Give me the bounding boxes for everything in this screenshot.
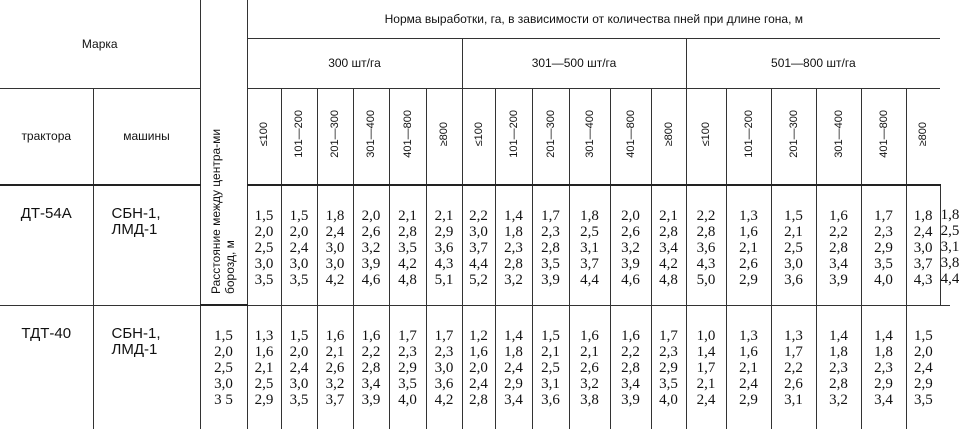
norm-value: 3,9 — [829, 272, 848, 288]
norm-value: 3,9 — [541, 272, 560, 288]
norm-value: 2,0 — [289, 343, 309, 360]
norm-value: 3,2 — [361, 240, 381, 256]
distance-header-text: Расстояние между центра-ми борозд, м — [208, 128, 237, 294]
value-cell — [495, 305, 532, 429]
machine-line: СБН-1, — [111, 205, 161, 222]
norm-value: 2,8 — [398, 224, 417, 240]
value-cell — [906, 185, 940, 305]
norm-value: 2,5 — [254, 375, 274, 392]
norm-value: 2,3 — [874, 224, 893, 240]
norm-value: 2,8 — [361, 359, 381, 376]
length-header-0-4 — [389, 88, 426, 185]
norm-value: 2,0 — [361, 208, 381, 224]
norm-value: 2,1 — [254, 359, 274, 376]
norm-value: 3,0 — [469, 224, 488, 240]
norm-value: 1,7 — [696, 359, 716, 376]
machine-line: СБН-1, — [111, 324, 161, 342]
norm-value: 2,2 — [784, 359, 803, 376]
norm-value: 2,9 — [434, 224, 454, 240]
norm-value: 2,9 — [739, 391, 758, 408]
norm-value: 2,1 — [659, 208, 678, 224]
norm-value: 3,7 — [580, 256, 599, 272]
norm-value: 1,8 — [913, 208, 933, 224]
norm-value: 2,3 — [829, 359, 848, 376]
value-cell — [532, 185, 569, 305]
length-header-2-4 — [861, 88, 906, 185]
norm-value: 2,4 — [913, 359, 933, 376]
norm-value: 5,0 — [696, 272, 716, 288]
norm-value: 4,3 — [913, 272, 933, 288]
norm-value: 3,6 — [784, 272, 803, 288]
norm-value: 2,1 — [325, 343, 345, 360]
norm-value: 1,8 — [940, 207, 959, 223]
norm-value: 3,5 — [398, 375, 417, 392]
norm-value: 1,6 — [361, 327, 381, 344]
value-cell — [569, 305, 610, 429]
norm-value: 2,8 — [659, 224, 678, 240]
norm-value: 2,2 — [469, 208, 488, 224]
norm-value: 2,1 — [739, 359, 758, 376]
value-cell — [726, 185, 771, 305]
norm-value: 1,7 — [659, 327, 678, 344]
norm-value: 2,2 — [829, 224, 848, 240]
norm-value: 1,5 — [289, 327, 309, 344]
norm-value: 2,0 — [289, 224, 309, 240]
norm-value: 5,2 — [469, 272, 488, 288]
machine-line: ЛМД-1 — [111, 221, 158, 238]
norm-value: 2,0 — [469, 359, 488, 376]
norm-value: 1,5 — [913, 327, 933, 344]
norm-value: 3,7 — [469, 240, 488, 256]
norm-value: 3,1 — [541, 375, 560, 392]
value-cell — [389, 185, 426, 305]
value-cell — [610, 305, 651, 429]
length-header-0-3 — [353, 88, 389, 185]
norm-value: 3,5 — [289, 272, 309, 288]
norm-value: 2,4 — [504, 359, 523, 376]
length-header-2-2 — [771, 88, 816, 185]
norm-value: 2,5 — [784, 240, 803, 256]
norm-value: 1,7 — [784, 343, 803, 360]
norm-value: 1,0 — [696, 327, 716, 344]
norm-value: 2,3 — [504, 240, 523, 256]
value-cell — [426, 185, 462, 305]
value-cell — [651, 305, 686, 429]
norm-value: 2,1 — [398, 208, 417, 224]
value-cell — [426, 305, 462, 429]
table-row — [0, 305, 950, 429]
norm-value: 1,7 — [874, 208, 893, 224]
norm-value: 1,8 — [504, 224, 523, 240]
norm-value: 3,5 — [913, 391, 933, 408]
norm-value: 1,8 — [325, 208, 345, 224]
norm-value: 1,3 — [784, 327, 803, 344]
norm-value: 3,4 — [621, 375, 640, 392]
norm-value: 3,4 — [829, 256, 848, 272]
norm-value: 2,2 — [621, 343, 640, 360]
norm-value: 1,6 — [739, 224, 758, 240]
norm-value: 4,4 — [469, 256, 488, 272]
norm-value: 2,9 — [504, 375, 523, 392]
norm-value: 3,1 — [784, 391, 803, 408]
norm-value: 1,5 — [541, 327, 560, 344]
norm-value: 3,1 — [940, 239, 959, 255]
distance-value: 2,5 — [214, 360, 233, 376]
length-label: 301—400 — [365, 110, 378, 159]
norm-value: 1,4 — [504, 208, 523, 224]
value-cell — [651, 185, 686, 305]
norm-value: 3,5 — [289, 391, 309, 408]
value-cell — [816, 305, 861, 429]
norm-value: 2,9 — [254, 391, 274, 408]
value-cell — [771, 185, 816, 305]
length-header-1-0 — [462, 88, 495, 185]
norm-value: 3,9 — [621, 391, 640, 408]
norm-value: 1,3 — [739, 327, 758, 344]
length-header-1-1 — [495, 88, 532, 185]
length-header-1-3 — [569, 88, 610, 185]
norm-value: 2,4 — [469, 375, 488, 392]
norm-value: 2,5 — [580, 224, 599, 240]
norm-value: 3,5 — [398, 240, 417, 256]
value-cell — [247, 305, 281, 429]
value-cell — [353, 185, 389, 305]
norm-value: 2,8 — [696, 224, 716, 240]
norm-value: 2,0 — [621, 208, 640, 224]
norm-value: 2,9 — [659, 359, 678, 376]
value-cell — [771, 305, 816, 429]
norm-value: 2,3 — [874, 359, 893, 376]
length-label: 101—200 — [742, 110, 755, 159]
length-header-2-0 — [686, 88, 726, 185]
value-cell — [906, 305, 940, 429]
length-label: ≥800 — [438, 122, 451, 147]
norm-value: 2,6 — [784, 375, 803, 392]
tractor-header: трактора — [0, 88, 93, 185]
value-cell — [462, 305, 495, 429]
value-cell — [317, 305, 353, 429]
norm-value: 1,6 — [469, 343, 488, 360]
norm-value: 2,1 — [434, 208, 454, 224]
value-cell — [353, 305, 389, 429]
length-label: ≤100 — [700, 122, 713, 147]
norm-value: 3,8 — [940, 255, 959, 271]
distance-value: 1,5 — [214, 328, 233, 344]
length-label: 401—800 — [401, 110, 414, 159]
distance-value: 2,5 — [254, 240, 274, 256]
table-row — [0, 185, 950, 305]
norm-value: 2,6 — [739, 256, 758, 272]
length-label: ≥800 — [917, 122, 930, 147]
norm-value: 2,3 — [398, 343, 417, 360]
norm-value: 2,8 — [621, 359, 640, 376]
length-label: ≤100 — [472, 122, 485, 147]
length-label: 101—200 — [293, 110, 306, 159]
norm-value: 1,4 — [874, 327, 893, 344]
length-header-1-2 — [532, 88, 569, 185]
length-label: 401—800 — [877, 110, 890, 159]
norm-value: 4,2 — [398, 256, 417, 272]
norm-value: 2,4 — [289, 359, 309, 376]
value-cell — [281, 305, 317, 429]
norm-value: 2,3 — [541, 224, 560, 240]
norm-value: 3,2 — [504, 272, 523, 288]
norm-value: 2,8 — [504, 256, 523, 272]
norm-value: 1,4 — [829, 327, 848, 344]
norm-value: 1,6 — [829, 208, 848, 224]
norm-value: 1,6 — [580, 327, 599, 344]
value-cell — [317, 185, 353, 305]
norm-value: 4,8 — [659, 272, 678, 288]
tractor-cell: ДТ-54А — [0, 185, 93, 305]
length-label: 101—200 — [507, 110, 520, 159]
norm-value: 2,8 — [541, 240, 560, 256]
norm-value: 1,5 — [784, 208, 803, 224]
norm-value: 3,1 — [580, 240, 599, 256]
norm-value: 3,0 — [325, 240, 345, 256]
norm-value: 3,8 — [580, 391, 599, 408]
norm-value: 2,6 — [361, 224, 381, 240]
norm-value: 2,1 — [541, 343, 560, 360]
brand-header: Марка — [0, 0, 200, 88]
norm-value: 3,0 — [434, 359, 454, 376]
norm-value: 4,4 — [940, 271, 959, 287]
norm-value: 2,1 — [784, 224, 803, 240]
norm-value: 1,8 — [580, 208, 599, 224]
norm-value: 2,6 — [325, 359, 345, 376]
norm-value: 2,0 — [913, 343, 933, 360]
norm-value: 2,4 — [325, 224, 345, 240]
norm-value: 1,8 — [829, 343, 848, 360]
norm-value: 2,9 — [874, 240, 893, 256]
norm-value: 4,6 — [621, 272, 640, 288]
norm-value: 4,6 — [361, 272, 381, 288]
machine-line: ЛМД-1 — [111, 340, 158, 358]
norm-value: 3,9 — [361, 256, 381, 272]
norm-value: 1,8 — [874, 343, 893, 360]
norm-value: 2,1 — [580, 343, 599, 360]
norm-value: 3,0 — [913, 240, 933, 256]
machine-cell — [93, 185, 200, 305]
value-cell — [940, 185, 959, 305]
norm-value: 3,2 — [829, 391, 848, 408]
norm-value: 3,6 — [541, 391, 560, 408]
group-header-1: 300 шт/га — [247, 38, 462, 88]
distance-header — [200, 0, 247, 305]
length-header-2-5 — [906, 88, 940, 185]
norm-value: 1,6 — [621, 327, 640, 344]
norm-value: 2,5 — [541, 359, 560, 376]
norm-value: 3,0 — [289, 256, 309, 272]
norm-value: 4,2 — [659, 256, 678, 272]
group-header-2: 301—500 шт/га — [462, 38, 686, 88]
norm-value: 3,5 — [874, 256, 893, 272]
norm-value: 3,6 — [434, 240, 454, 256]
norm-value: 2,6 — [621, 224, 640, 240]
distance-value: 3,5 — [254, 272, 274, 288]
distance-cell — [200, 305, 247, 429]
norm-value: 3,9 — [361, 391, 381, 408]
norm-value: 2,1 — [739, 240, 758, 256]
norm-value: 1,3 — [739, 208, 758, 224]
norm-value: 3,6 — [434, 375, 454, 392]
norm-value: 1,6 — [739, 343, 758, 360]
norm-value: 4,0 — [659, 391, 678, 408]
norm-value: 3,0 — [289, 375, 309, 392]
distance-value: 2,0 — [254, 224, 274, 240]
norm-value: 2,8 — [829, 375, 848, 392]
norm-value: 3,7 — [913, 256, 933, 272]
norm-value: 4,0 — [398, 391, 417, 408]
norm-value: 2,4 — [696, 391, 716, 408]
length-label: 201—300 — [329, 110, 342, 159]
norm-value: 3,2 — [325, 375, 345, 392]
distance-value: 3,0 — [254, 256, 274, 272]
norm-value: 2,8 — [829, 240, 848, 256]
value-cell — [610, 185, 651, 305]
length-label: ≥800 — [662, 122, 675, 147]
length-header-2-1 — [726, 88, 771, 185]
norm-value: 4,3 — [696, 256, 716, 272]
value-cell — [686, 185, 726, 305]
norm-value: 1,7 — [434, 327, 454, 344]
norm-value: 1,4 — [696, 343, 716, 360]
machine-header: машины — [93, 88, 200, 185]
value-cell — [495, 185, 532, 305]
value-cell — [861, 305, 906, 429]
norm-value: 2,8 — [469, 391, 488, 408]
norm-value: 2,4 — [739, 375, 758, 392]
value-cell — [816, 185, 861, 305]
length-header-1-4 — [610, 88, 651, 185]
norm-value: 1,8 — [504, 343, 523, 360]
length-header-0-2 — [317, 88, 353, 185]
length-header-0-0 — [247, 88, 281, 185]
norm-value: 4,4 — [580, 272, 599, 288]
norm-value: 1,5 — [289, 208, 309, 224]
norm-value: 2,1 — [696, 375, 716, 392]
norm-value: 3,4 — [361, 375, 381, 392]
value-cell — [861, 185, 906, 305]
norm-value: 3,5 — [659, 375, 678, 392]
tractor-cell: ТДТ-40 — [0, 305, 93, 429]
norm-value: 1,6 — [325, 327, 345, 344]
norm-value: 1,3 — [254, 327, 274, 344]
norm-value: 4,2 — [325, 272, 345, 288]
value-cell — [389, 305, 426, 429]
norm-value: 2,9 — [739, 272, 758, 288]
length-label: 201—300 — [544, 110, 557, 159]
norm-value: 3,2 — [621, 240, 640, 256]
length-header-2-3 — [816, 88, 861, 185]
norm-value: 1,6 — [254, 343, 274, 360]
value-cell — [281, 185, 317, 305]
norm-value: 2,2 — [361, 343, 381, 360]
machine-cell — [93, 305, 200, 429]
norm-value: 3,5 — [541, 256, 560, 272]
length-header-1-5 — [651, 88, 686, 185]
norm-value: 3,2 — [580, 375, 599, 392]
group-header-3: 501—800 шт/га — [686, 38, 940, 88]
length-header-0-1 — [281, 88, 317, 185]
norm-value: 2,4 — [289, 240, 309, 256]
norm-value: 2,5 — [940, 223, 959, 239]
value-cell — [569, 185, 610, 305]
length-label: 301—400 — [832, 110, 845, 159]
distance-value: 2,0 — [214, 344, 233, 360]
norm-value: 3,6 — [696, 240, 716, 256]
norm-value: 1,7 — [541, 208, 560, 224]
distance-cell — [247, 185, 281, 305]
value-cell — [686, 305, 726, 429]
value-cell — [462, 185, 495, 305]
distance-value: 3,0 — [214, 376, 233, 392]
norm-value: 2,4 — [913, 224, 933, 240]
length-header-0-5 — [426, 88, 462, 185]
value-cell — [532, 305, 569, 429]
norm-value: 3,7 — [325, 391, 345, 408]
norm-value: 3,0 — [325, 256, 345, 272]
norm-value: 2,2 — [696, 208, 716, 224]
norm-value: 2,3 — [434, 343, 454, 360]
length-label: 301—400 — [583, 110, 596, 159]
norm-value: 2,3 — [659, 343, 678, 360]
norm-value: 1,4 — [504, 327, 523, 344]
norm-value: 1,7 — [398, 327, 417, 344]
norm-value: 3,4 — [659, 240, 678, 256]
norm-value: 4,2 — [434, 391, 454, 408]
norm-value: 5,1 — [434, 272, 454, 288]
norm-value: 3,4 — [874, 391, 893, 408]
norm-value: 3,9 — [621, 256, 640, 272]
length-label: ≤100 — [258, 122, 271, 147]
distance-value: 1,5 — [254, 208, 274, 224]
norm-value: 3,0 — [784, 256, 803, 272]
norm-value: 4,3 — [434, 256, 454, 272]
norm-value: 1,2 — [469, 327, 488, 344]
norm-value: 4,8 — [398, 272, 417, 288]
norm-value: 3,4 — [504, 391, 523, 408]
length-label: 401—800 — [624, 110, 637, 159]
norm-value: 2,6 — [580, 359, 599, 376]
value-cell — [726, 305, 771, 429]
norm-value: 2,9 — [913, 375, 933, 392]
norm-title: Норма выработки, га, в зависимости от количества пней при длине гона, м — [384, 11, 804, 26]
norm-value: 4,0 — [874, 272, 893, 288]
length-label: 201—300 — [787, 110, 800, 159]
distance-value: 3 5 — [214, 392, 233, 408]
norm-value: 2,9 — [874, 375, 893, 392]
norm-value: 2,9 — [398, 359, 417, 376]
